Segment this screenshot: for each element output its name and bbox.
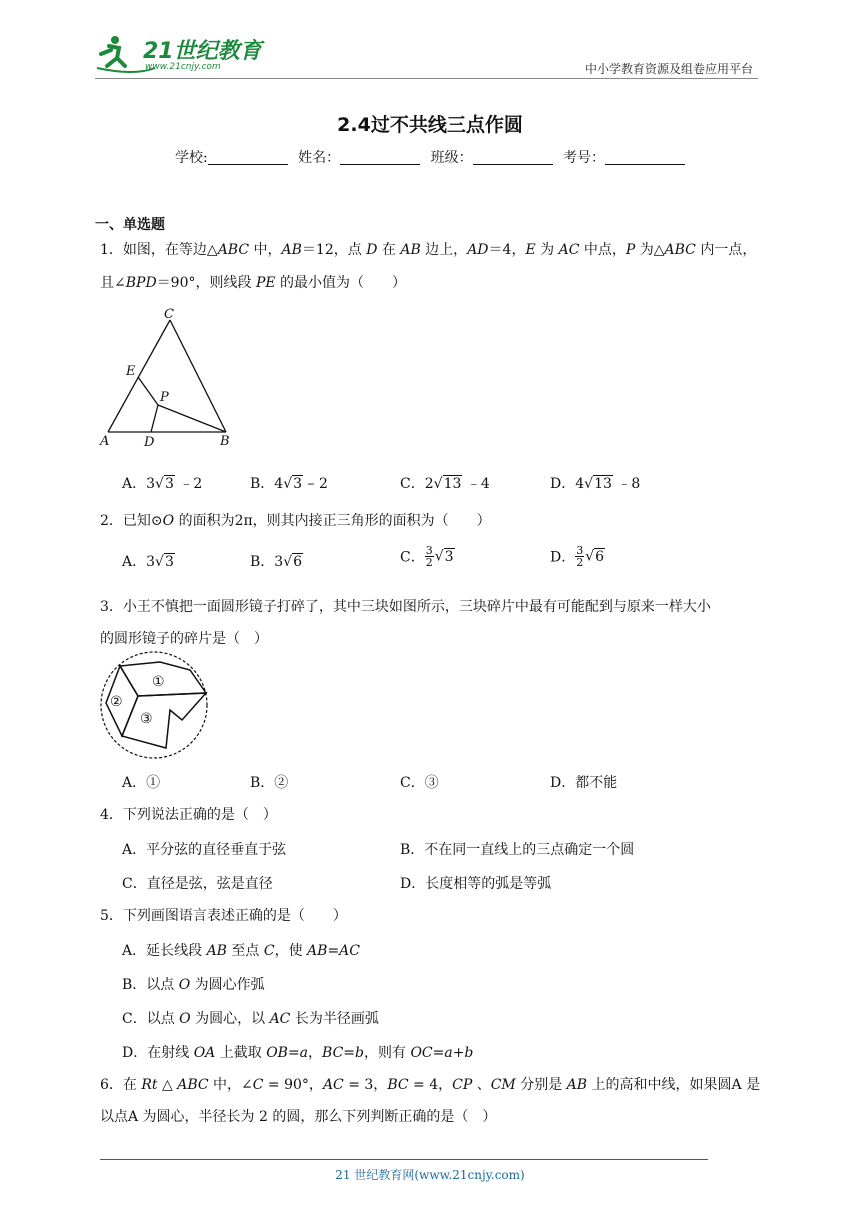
- question-2: 2．已知⊙O 的面积为2π，则其内接正三角形的面积为（ ）: [100, 513, 491, 529]
- student-info-line: [0, 147, 860, 167]
- question-6-line1: 6．在 Rt △ ABC 中，∠C = 90°，AC = 3，BC = 4，CP 、CM 分别是 AB 上的高和中线，如果圆A 是: [100, 1077, 761, 1093]
- section-heading: 一、单选题: [95, 217, 165, 233]
- header-platform-text: 中小学教育资源及组卷应用平台: [584, 62, 753, 76]
- side-bc: [170, 320, 226, 432]
- q2-option-c[interactable]: C． $\frac{3}{2}$ √3: [400, 544, 454, 569]
- q4-option-a[interactable]: A．平分弦的直径垂直于弦: [122, 842, 287, 858]
- page-title: 2.4过不共线三点作圆: [337, 114, 523, 136]
- q4-option-c[interactable]: C．直径是弦，弦是直径: [122, 876, 273, 892]
- q1-option-d[interactable]: D．4√13 ﹣8: [550, 476, 641, 492]
- segment-pd: [151, 405, 158, 432]
- exam-no-label: 考号：: [563, 150, 606, 166]
- logo: [95, 32, 265, 76]
- q3-option-a[interactable]: A．①: [122, 775, 161, 791]
- question-5: 5．下列画图语言表述正确的是（ ）: [100, 908, 347, 924]
- triangle-figure: [98, 305, 243, 450]
- school-label: 学校:: [174, 150, 208, 166]
- label-e: E: [126, 364, 136, 379]
- label-b: B: [220, 434, 230, 449]
- label-c: C: [164, 307, 174, 322]
- logo-text: 21世纪教育: [143, 39, 262, 64]
- q3-option-c[interactable]: C．③: [400, 775, 439, 791]
- segment-ep: [138, 377, 158, 405]
- q3-option-b[interactable]: B．②: [250, 775, 289, 791]
- q4-option-b[interactable]: B．不在同一直线上的三点确定一个圆: [400, 842, 635, 858]
- q5-option-a[interactable]: A．延长线段 AB 至点 C，使 AB=AC: [122, 943, 360, 959]
- label-p: P: [160, 390, 169, 405]
- label-d: D: [144, 435, 155, 450]
- class-label: 班级：: [430, 150, 473, 166]
- fragment-1-label: ①: [152, 674, 165, 690]
- header-divider: [95, 78, 758, 79]
- q1-option-c[interactable]: C．2√13 ﹣4: [400, 476, 490, 492]
- q3-option-d[interactable]: D．都不能: [550, 775, 618, 791]
- name-label: 姓名：: [298, 150, 341, 166]
- logo-url: www.21cnjy.com: [145, 62, 221, 72]
- label-a: A: [100, 434, 110, 449]
- question-4: 4．下列说法正确的是（ ）: [100, 807, 277, 823]
- question-3-line1: 3．小王不慎把一面圆形镜子打碎了，其中三块如图所示，三块碎片中最有可能配到与原来一样大小: [100, 599, 711, 615]
- q5-option-c[interactable]: C．以点 O 为圆心，以 AC 长为半径画弧: [122, 1011, 379, 1027]
- question-1-line1: 1．如图，在等边△ABC 中，AB＝12，点 D 在 AB 边上，AD＝4，E 为 AC 中点，P 为△ABC 内一点，: [100, 242, 757, 258]
- exam-no-blank[interactable]: [605, 150, 685, 165]
- q2-option-a[interactable]: A．3√3: [122, 554, 174, 570]
- mirror-figure: [98, 648, 213, 763]
- q1-option-b[interactable]: B．4√3 – 2: [250, 476, 328, 492]
- q1-option-a[interactable]: A．3√3 ﹣2: [122, 476, 203, 492]
- question-1-line2: 且∠BPD＝90°，则线段 PE 的最小值为（ ）: [100, 275, 407, 291]
- q2-option-d[interactable]: D． $\frac{3}{2}$ √6: [550, 544, 605, 569]
- fragment-3: [122, 693, 206, 748]
- question-3-line2: 的圆形镜子的碎片是（ ）: [100, 631, 268, 647]
- fragment-2-label: ②: [110, 694, 123, 710]
- segment-pb: [158, 405, 226, 432]
- name-blank[interactable]: [340, 150, 420, 165]
- footer-divider: [100, 1159, 708, 1160]
- q5-option-d[interactable]: D．在射线 OA 上截取 OB=a，BC=b，则有 OC=a+b: [122, 1045, 474, 1061]
- q5-option-b[interactable]: B．以点 O 为圆心作弧: [122, 977, 265, 993]
- class-blank[interactable]: [473, 150, 553, 165]
- q4-option-d[interactable]: D．长度相等的弧是等弧: [400, 876, 552, 892]
- footer-text[interactable]: 21 世纪教育网(www.21cnjy.com): [335, 1168, 525, 1182]
- q2-option-b[interactable]: B．3√6: [250, 554, 303, 570]
- fragment-3-label: ③: [140, 711, 153, 727]
- school-blank[interactable]: [208, 150, 288, 165]
- side-ac: [108, 320, 170, 432]
- question-6-line2: 以点A 为圆心，半径长为 2 的圆，那么下列判断正确的是（ ）: [100, 1109, 497, 1125]
